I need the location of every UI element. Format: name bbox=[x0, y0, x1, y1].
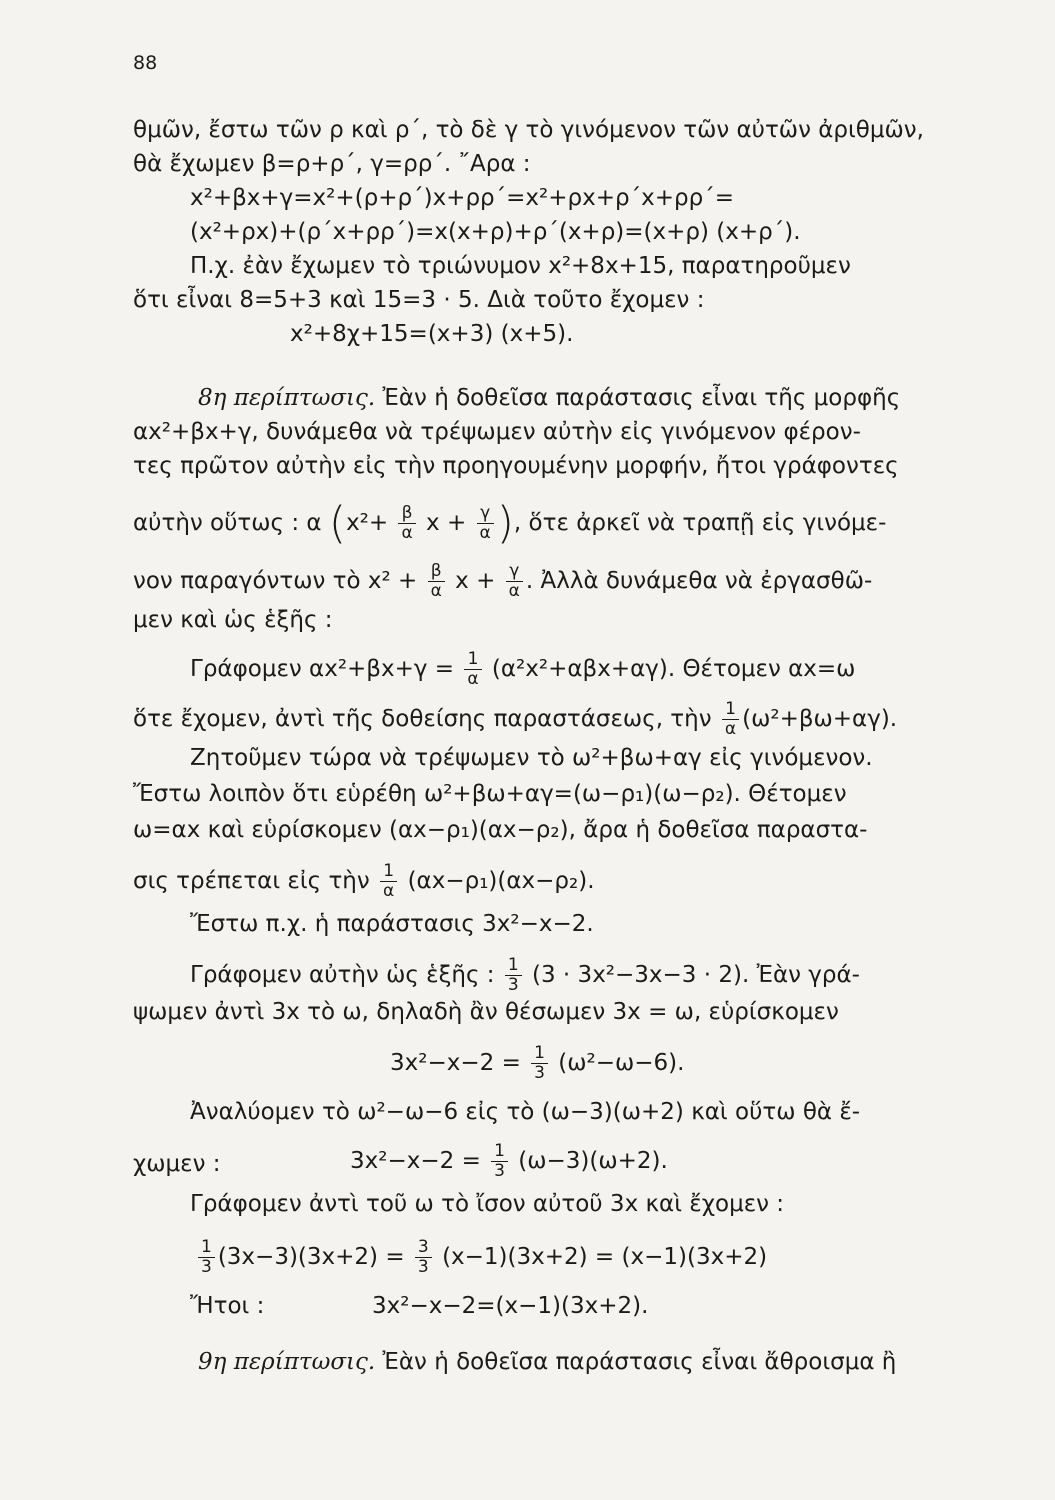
text-span: 3x²−x−2 = bbox=[350, 1148, 481, 1174]
text-span: νον παραγόντων τὸ x² + bbox=[133, 568, 418, 594]
text-span: (3 · 3x²−3x−3 · 2). Ἐὰν γρά- bbox=[532, 962, 860, 988]
numerator: 1 bbox=[531, 1044, 548, 1064]
numerator: 1 bbox=[491, 1142, 508, 1162]
text-span: σις τρέπεται εἰς τὴν bbox=[133, 868, 370, 894]
denominator: α bbox=[508, 581, 520, 601]
numerator: 1 bbox=[464, 650, 481, 670]
text-line: θμῶν, ἔστω τῶν ρ καὶ ρ΄, τὸ δὲ γ τὸ γινόμενον τῶν αὐτῶν ἀριθμῶν, bbox=[133, 117, 924, 143]
text-span: (3x−3)(3x+2) = bbox=[217, 1244, 405, 1270]
text-span: Ἐὰν ἡ δοθεῖσα παράστασις εἶναι τῆς μορφῆς bbox=[375, 385, 901, 411]
text-line bbox=[198, 384, 900, 412]
text-line: ω=αx καὶ εὑρίσκομεν (αx−ρ₁)(αx−ρ₂), ἄρα ἡ δοθεῖσα παραστα- bbox=[133, 817, 868, 843]
equation-line: x²+βx+γ=x²+(ρ+ρ΄)x+ρρ΄=x²+ρx+ρ΄x+ρρ΄= bbox=[190, 185, 734, 211]
text-span: Ἐὰν ἡ δοθεῖσα παράστασις εἶναι ἄθροισμα ἢ bbox=[375, 1349, 897, 1375]
text-line: Ἤτοι : bbox=[190, 1293, 265, 1319]
numerator: 1 bbox=[198, 1238, 215, 1258]
text-span: ὅτε ἔχομεν, ἀντὶ τῆς δοθείσης παραστάσεως, τὴν bbox=[133, 706, 712, 732]
fraction-beta-alpha bbox=[428, 562, 445, 601]
text-span: αὐτὴν οὕτως : α bbox=[133, 510, 322, 536]
text-line: Ἀναλύομεν τὸ ω²−ω−6 εἰς τὸ (ω−3)(ω+2) καὶ οὕτω θὰ ἔ- bbox=[190, 1099, 861, 1125]
numerator: 1 bbox=[380, 862, 397, 882]
denominator: 3 bbox=[507, 975, 519, 995]
text-span: (αx−ρ₁)(αx−ρ₂). bbox=[407, 868, 595, 894]
text-span: Γράφομεν αx²+βx+γ = bbox=[190, 656, 455, 682]
numerator: 3 bbox=[415, 1238, 432, 1258]
numerator: γ bbox=[477, 504, 494, 524]
fraction-beta-alpha bbox=[398, 504, 415, 543]
open-bracket: ( bbox=[328, 497, 347, 549]
equation-line: (x²+ρx)+(ρ΄x+ρρ΄)=x(x+ρ)+ρ΄(x+ρ)=(x+ρ) (x+ρ΄). bbox=[190, 219, 801, 245]
fraction-one-alpha bbox=[464, 650, 481, 689]
text-line bbox=[133, 562, 872, 601]
text-line: θὰ ἔχωμεν β=ρ+ρ΄, γ=ρρ΄. ῎Αρα : bbox=[133, 151, 531, 177]
equation-line bbox=[190, 650, 855, 689]
text-line: Ζητοῦμεν τώρα νὰ τρέψωμεν τὸ ω²+βω+αγ εἰς γινόμενον. bbox=[190, 745, 873, 771]
text-line bbox=[133, 497, 887, 549]
numerator: β bbox=[398, 504, 415, 524]
denominator: 3 bbox=[494, 1161, 505, 1181]
denominator: α bbox=[430, 581, 442, 601]
text-line: Ἔστω λοιπὸν ὅτι εὑρέθη ω²+βω+αγ=(ω−ρ₁)(ω−ρ₂). Θέτομεν bbox=[133, 781, 847, 807]
section-heading: 9η περίπτωσις. bbox=[198, 1349, 376, 1375]
text-span: (ω²−ω−6). bbox=[558, 1050, 685, 1076]
fraction-one-alpha bbox=[380, 862, 397, 901]
denominator: 3 bbox=[201, 1257, 212, 1277]
numerator: β bbox=[428, 562, 445, 582]
fraction-one-three bbox=[531, 1044, 548, 1083]
page-number: 88 bbox=[133, 52, 158, 74]
text-span: x + bbox=[426, 510, 467, 536]
text-line bbox=[133, 700, 897, 739]
text-line bbox=[190, 956, 860, 995]
fraction-gamma-alpha bbox=[477, 504, 494, 543]
text-line: τες πρῶτον αὐτὴν εἰς τὴν προηγουμένην μορφήν, ἤτοι γράφοντες bbox=[133, 453, 899, 479]
text-line: χωμεν : bbox=[133, 1151, 221, 1177]
equation-line bbox=[390, 1044, 684, 1083]
numerator: γ bbox=[506, 562, 523, 582]
fraction-one-three bbox=[198, 1238, 215, 1277]
denominator: 3 bbox=[417, 1257, 429, 1277]
fraction-one-alpha bbox=[722, 700, 739, 739]
equation-line bbox=[195, 1238, 767, 1277]
fraction-three-three bbox=[415, 1238, 432, 1277]
text-line: Ἔστω π.χ. ἡ παράστασις 3x²−x−2. bbox=[190, 911, 594, 937]
numerator: 1 bbox=[722, 700, 739, 720]
text-line: ὅτι εἶναι 8=5+3 καὶ 15=3 · 5. Διὰ τοῦτο ἔχομεν : bbox=[133, 287, 705, 313]
text-span: x²+ bbox=[346, 510, 389, 536]
text-line: Π.χ. ἐὰν ἔχωμεν τὸ τριώνυμον x²+8x+15, παρατηροῦμεν bbox=[190, 253, 851, 279]
text-line bbox=[133, 862, 595, 901]
text-span: , ὅτε ἀρκεῖ νὰ τραπῇ εἰς γινόμε- bbox=[513, 510, 887, 536]
text-span: (ω²+βω+αγ). bbox=[742, 706, 898, 732]
text-span: x + bbox=[455, 568, 496, 594]
denominator: α bbox=[383, 881, 395, 901]
text-span: . Ἀλλὰ δυνάμεθα νὰ ἐργασθῶ- bbox=[525, 568, 873, 594]
denominator: α bbox=[724, 719, 737, 739]
fraction-gamma-alpha bbox=[506, 562, 523, 601]
fraction-one-three bbox=[491, 1142, 508, 1181]
text-span: 3x²−x−2 = bbox=[390, 1050, 521, 1076]
text-span: (ω−3)(ω+2). bbox=[518, 1148, 668, 1174]
equation-line: x²+8χ+15=(x+3) (x+5). bbox=[290, 321, 574, 347]
text-span: Γράφομεν αὐτὴν ὡς ἑξῆς : bbox=[190, 962, 495, 988]
text-span: (α²x²+αβx+αγ). Θέτομεν αx=ω bbox=[491, 656, 856, 682]
equation-line bbox=[350, 1142, 668, 1181]
fraction-one-three bbox=[505, 956, 522, 995]
equation-line: 3x²−x−2=(x−1)(3x+2). bbox=[372, 1293, 649, 1319]
denominator: α bbox=[401, 523, 413, 543]
denominator: 3 bbox=[534, 1063, 545, 1083]
denominator: α bbox=[479, 523, 491, 543]
text-line bbox=[198, 1348, 896, 1376]
denominator: α bbox=[467, 669, 479, 689]
section-heading: 8η περίπτωσις. bbox=[198, 385, 376, 411]
text-line: Γράφομεν ἀντὶ τοῦ ω τὸ ἴσον αὐτοῦ 3x καὶ ἔχομεν : bbox=[190, 1191, 785, 1217]
text-line: αx²+βx+γ, δυνάμεθα νὰ τρέψωμεν αὐτὴν εἰς γινόμενον φέρον- bbox=[133, 419, 861, 445]
numerator: 1 bbox=[505, 956, 522, 976]
text-span: (x−1)(3x+2) = (x−1)(3x+2) bbox=[442, 1244, 768, 1270]
text-line: ψωμεν ἀντὶ 3x τὸ ω, δηλαδὴ ἂν θέσωμεν 3x = ω, εὑρίσκομεν bbox=[133, 999, 839, 1025]
text-line: μεν καὶ ὡς ἑξῆς : bbox=[133, 607, 333, 633]
close-bracket: ) bbox=[496, 497, 514, 549]
